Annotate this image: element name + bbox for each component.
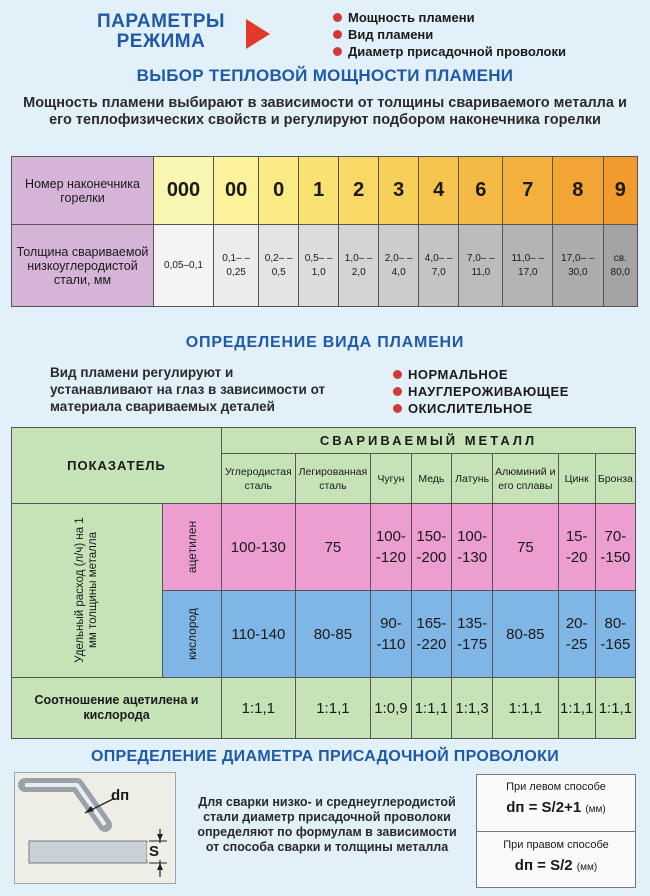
metal-header-cell: Алюминий и его сплавы — [493, 454, 559, 504]
pokazatel-header: ПОКАЗАТЕЛЬ — [12, 428, 222, 504]
thickness-cell: 0,2– –0,5 — [259, 225, 299, 307]
left-formula: dп = S/2+1 (мм) — [506, 799, 606, 816]
thickness-cell: 17,0– –30,0 — [553, 225, 603, 307]
ratio-value: 1:1,1 — [222, 678, 296, 739]
thickness-cell: 0,05–0,1 — [154, 225, 214, 307]
right-method-label: При правом способе — [503, 839, 609, 851]
thickness-cell: 0,5– –1,0 — [299, 225, 339, 307]
ratio-value: 1:1,1 — [295, 678, 371, 739]
ratio-value: 1:1,1 — [493, 678, 559, 739]
metal-header-cell: Медь — [411, 454, 451, 504]
param-item: Диаметр присадочной проволоки — [333, 43, 566, 60]
page-title — [80, 12, 242, 52]
thickness-cell: 2,0– –4,0 — [379, 225, 419, 307]
acetylene-value: 100- -120 — [371, 504, 411, 591]
section1-title: ВЫБОР ТЕПЛОВОЙ МОЩНОСТИ ПЛАМЕНИ — [136, 66, 514, 85]
param-item: Вид пламени — [333, 26, 566, 43]
param-list — [333, 9, 566, 60]
thickness-cell: 0,1– –0,25 — [214, 225, 259, 307]
acetylene-value: 150- -200 — [411, 504, 451, 591]
thickness-cell: 11,0– –17,0 — [503, 225, 553, 307]
ratio-label: Соотношение ацетилена и кислорода — [12, 678, 222, 739]
flame-list — [393, 366, 569, 417]
ratio-value: 1:1,1 — [595, 678, 635, 739]
udelny-label: Удельный расход (л/ч) на 1 мм толщины металла — [12, 504, 163, 678]
oxygen-value: 20- -25 — [558, 591, 595, 678]
thickness-cell: 1,0– –2,0 — [339, 225, 379, 307]
tip-number-cell: 4 — [419, 157, 459, 225]
section2-title: ОПРЕДЕЛЕНИЕ ВИДА ПЛАМЕНИ — [185, 334, 465, 351]
dn-label: dп — [111, 787, 130, 804]
metal-header-cell: Латунь — [452, 454, 493, 504]
metal-header-cell: Легированная сталь — [295, 454, 371, 504]
oxygen-value: 80- -165 — [595, 591, 635, 678]
acetylene-value: 75 — [493, 504, 559, 591]
tip-number-header: Номер наконечника горелки — [12, 157, 154, 225]
tip-number-cell: 2 — [339, 157, 379, 225]
formula-divider — [477, 831, 635, 832]
metal-header-cell: Чугун — [371, 454, 411, 504]
tip-number-cell: 7 — [503, 157, 553, 225]
oxygen-label: кислород — [163, 591, 222, 678]
wire-illustration — [14, 772, 176, 884]
tip-number-cell: 9 — [603, 157, 637, 225]
tip-number-cell: 8 — [553, 157, 603, 225]
acetylene-value: 100- -130 — [452, 504, 493, 591]
acetylene-label: ацетилен — [163, 504, 222, 591]
oxygen-value: 135- -175 — [452, 591, 493, 678]
tip-number-cell: 3 — [379, 157, 419, 225]
oxygen-value: 80-85 — [295, 591, 371, 678]
metal-header-cell: Цинк — [558, 454, 595, 504]
bullet-icon — [333, 30, 342, 39]
oxygen-value: 110-140 — [222, 591, 296, 678]
flame-item: ОКИСЛИТЕЛЬНОЕ — [393, 400, 569, 417]
bullet-icon — [393, 404, 402, 413]
param-item: Мощность пламени — [333, 9, 566, 26]
flame-item: НОРМАЛЬНОЕ — [393, 366, 569, 383]
thickness-cell: св. 80,0 — [603, 225, 637, 307]
acetylene-value: 70- -150 — [595, 504, 635, 591]
tip-number-cell: 6 — [459, 157, 503, 225]
bullet-icon — [393, 370, 402, 379]
tip-table — [11, 156, 638, 307]
bullet-icon — [333, 47, 342, 56]
metal-header-cell: Бронза — [595, 454, 635, 504]
metal-header: СВАРИВАЕМЫЙ МЕТАЛЛ — [222, 428, 636, 454]
oxygen-value: 165- -220 — [411, 591, 451, 678]
ratio-value: 1:1,1 — [411, 678, 451, 739]
section1-text: Мощность пламени выбирают в зависимости от толщины свариваемого металла и его теплофизических свойств и регулируют подбором наконечника горелки — [23, 95, 627, 128]
title-line-2: РЕЖИМА — [116, 31, 206, 52]
bullet-icon — [333, 13, 342, 22]
wire-diagram — [15, 773, 177, 885]
bullet-icon — [393, 387, 402, 396]
oxygen-value: 90- -110 — [371, 591, 411, 678]
section3-text: Для сварки низко- и среднеуглеродистой стали диаметр присадочной проволоки определяют по формулам в зависимости от способа сварки и толщины металла — [197, 795, 457, 854]
acetylene-value: 75 — [295, 504, 371, 591]
formula-box — [476, 774, 636, 888]
red-arrow-icon — [246, 19, 270, 49]
oxygen-value: 80-85 — [493, 591, 559, 678]
ratio-value: 1:1,3 — [452, 678, 493, 739]
flame-item: НАУГЛЕРОЖИВАЮЩЕЕ — [393, 383, 569, 400]
tip-number-cell: 000 — [154, 157, 214, 225]
ratio-value: 1:0,9 — [371, 678, 411, 739]
ratio-value: 1:1,1 — [558, 678, 595, 739]
tip-number-cell: 00 — [214, 157, 259, 225]
gas-table — [11, 427, 636, 739]
acetylene-value: 15- -20 — [558, 504, 595, 591]
section2-text: Вид пламени регулируют и устанавливают на глаз в зависимости от материала свариваемых деталей — [50, 365, 326, 414]
s-label: S — [149, 843, 160, 860]
thickness-cell: 4,0– –7,0 — [419, 225, 459, 307]
thickness-cell: 7,0– –11,0 — [459, 225, 503, 307]
tip-number-cell: 1 — [299, 157, 339, 225]
tip-number-cell: 0 — [259, 157, 299, 225]
acetylene-value: 100-130 — [222, 504, 296, 591]
thickness-header: Толщина свариваемой низкоуглеродистой стали, мм — [12, 225, 154, 307]
title-line-1: ПАРАМЕТРЫ — [97, 11, 225, 32]
section3-title: ОПРЕДЕЛЕНИЕ ДИАМЕТРА ПРИСАДОЧНОЙ ПРОВОЛОКИ — [90, 748, 560, 765]
metal-header-cell: Углеродистая сталь — [222, 454, 296, 504]
left-method-label: При левом способе — [506, 781, 606, 793]
right-formula: dп = S/2 (мм) — [514, 857, 598, 874]
